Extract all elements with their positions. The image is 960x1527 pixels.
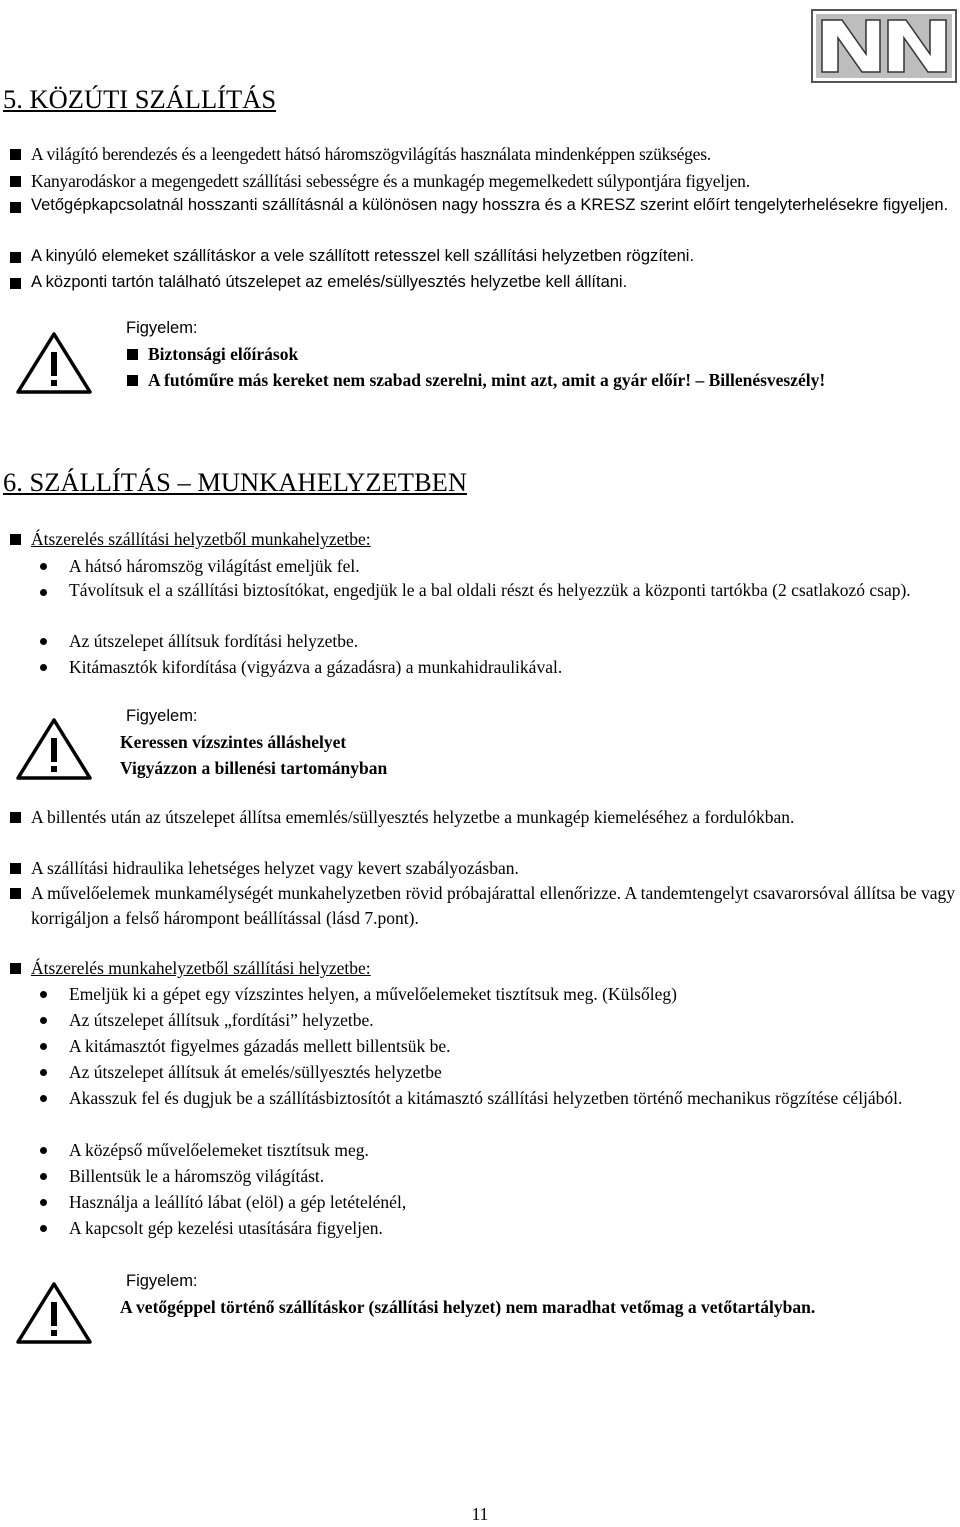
square-bullet-icon: [10, 149, 21, 160]
square-bullet-icon: [10, 963, 21, 974]
warning3-label: Figyelem:: [126, 1272, 198, 1290]
square-bullet-icon: [10, 812, 21, 823]
group1-item-4: Kitámasztók kifordítása (vigyázva a gázadásra) a munkahidraulikával.: [69, 657, 563, 677]
square-bullet-icon: [10, 863, 21, 874]
section5-bullet-3: Vetőgépkapcsolatnál hosszanti szállításnál a különösen nagy hosszra és a KRESZ szerint előírt tengelyterhelésekre figyeljen.: [31, 196, 949, 214]
section5-bullet-1: A világító berendezés és a leengedett hátsó háromszögvilágítás használata mindenképpen szükséges.: [31, 144, 711, 164]
bullet-dot-icon: [40, 1017, 47, 1024]
warning-triangle-icon: [14, 330, 94, 396]
warning1-label: Figyelem:: [126, 319, 198, 337]
warning2-line-1: Keressen vízszintes álláshelyet: [120, 732, 347, 752]
bullet-dot-icon: [40, 1043, 47, 1050]
warning-triangle-icon: [14, 1280, 94, 1346]
bullet-dot-icon: [40, 1225, 47, 1232]
square-bullet-icon: [127, 349, 138, 360]
bullet-dot-icon: [40, 1199, 47, 1206]
section6-bullet-1: A billentés után az útszelepet állítsa ememlés/süllyesztés helyzetbe a munkagép kiemeléséhez a fordulókban.: [31, 807, 795, 827]
group2-item-7: Billentsük le a háromszög világítást.: [69, 1166, 325, 1186]
group2-heading: Átszerelés munkahelyzetből szállítási helyzetbe:: [31, 958, 371, 978]
group2-item-6: A középső művelőelemeket tisztítsuk meg.: [69, 1140, 369, 1160]
bullet-dot-icon: [40, 563, 47, 570]
warning1-item-1: Biztonsági előírások: [148, 344, 299, 364]
section5-bullet-2: Kanyarodáskor a megengedett szállítási sebességre és a munkagép megemelkedett súlypontjára figyeljen.: [31, 171, 750, 191]
section-6-title: 6. SZÁLLÍTÁS – MUNKAHELYZETBEN: [3, 467, 467, 497]
bullet-dot-icon: [40, 1147, 47, 1154]
group2-item-3: A kitámasztót figyelmes gázadás mellett billentsük be.: [69, 1036, 451, 1056]
group2-item-4: Az útszelepet állítsuk át emelés/süllyesztés helyzetbe: [69, 1062, 442, 1082]
group1-item-1: A hátsó háromszög világítást emeljük fel.: [69, 556, 360, 576]
group2-item-1: Emeljük ki a gépet egy vízszintes helyen, a művelőelemeket tisztítsuk meg. (Külsőleg): [69, 984, 677, 1004]
bullet-dot-icon: [40, 589, 47, 596]
group1-item-2: Távolítsuk el a szállítási biztosítókat, engedjük le a bal oldali részt és helyezzük a központi tartókba (2 csatlakozó csap).: [69, 580, 911, 600]
warning2-line-2: Vigyázzon a billenési tartományban: [120, 758, 388, 778]
square-bullet-icon: [10, 252, 21, 263]
square-bullet-icon: [10, 176, 21, 187]
group2-item-9: A kapcsolt gép kezelési utasítására figyeljen.: [69, 1218, 383, 1238]
square-bullet-icon: [127, 375, 138, 386]
section5-bullet-5: A központi tartón található útszelepet az emelés/süllyesztés helyzetbe kell állítani.: [31, 273, 628, 291]
warning2-label: Figyelem:: [126, 707, 198, 725]
group2-item-8: Használja a leállító lábat (elöl) a gép letételénél,: [69, 1192, 407, 1212]
section-5-title: 5. KÖZÚTI SZÁLLÍTÁS: [3, 84, 277, 114]
group1-item-3: Az útszelepet állítsuk fordítási helyzetbe.: [69, 631, 359, 651]
warning3-text: A vetőgéppel történő szállításkor (szállítási helyzet) nem maradhat vetőmag a vetőtartályban.: [120, 1297, 816, 1317]
square-bullet-icon: [10, 278, 21, 289]
bullet-dot-icon: [40, 1095, 47, 1102]
square-bullet-icon: [10, 888, 21, 899]
warning-triangle-icon: [14, 716, 94, 782]
group2-item-2: Az útszelepet állítsuk „fordítási” helyzetbe.: [69, 1010, 374, 1030]
square-bullet-icon: [10, 202, 21, 213]
section5-bullet-4: A kinyúló elemeket szállításkor a vele szállított retesszel kell szállítási helyzetben rögzíteni.: [31, 247, 695, 265]
page-number: 11: [471, 1504, 489, 1524]
group1-heading: Átszerelés szállítási helyzetből munkahelyzetbe:: [31, 529, 371, 549]
group2-item-5: Akasszuk fel és dugjuk be a szállításbiztosítót a kitámasztó szállítási helyzetben történő mechanikus rögzítése céljából.: [69, 1088, 903, 1108]
section6-bullet-3: A művelőelemek munkamélységét munkahelyzetben rövid próbajárattal ellenőrizze. A tandemtengelyt csavarorsóval állítsa be vagy korrigáljon a felső hárompont beállítással (lásd 7.pont).: [31, 883, 955, 928]
square-bullet-icon: [10, 534, 21, 545]
bullet-dot-icon: [40, 1069, 47, 1076]
bullet-dot-icon: [40, 664, 47, 671]
warning1-item-2: A futóműre más kereket nem szabad szerelni, mint azt, amit a gyár előír! – Billenésveszély!: [148, 370, 826, 390]
section6-bullet-2: A szállítási hidraulika lehetséges helyzet vagy kevert szabályozásban.: [31, 858, 519, 878]
bullet-dot-icon: [40, 638, 47, 645]
bullet-dot-icon: [40, 991, 47, 998]
bullet-dot-icon: [40, 1173, 47, 1180]
nn-logo: [810, 8, 958, 86]
